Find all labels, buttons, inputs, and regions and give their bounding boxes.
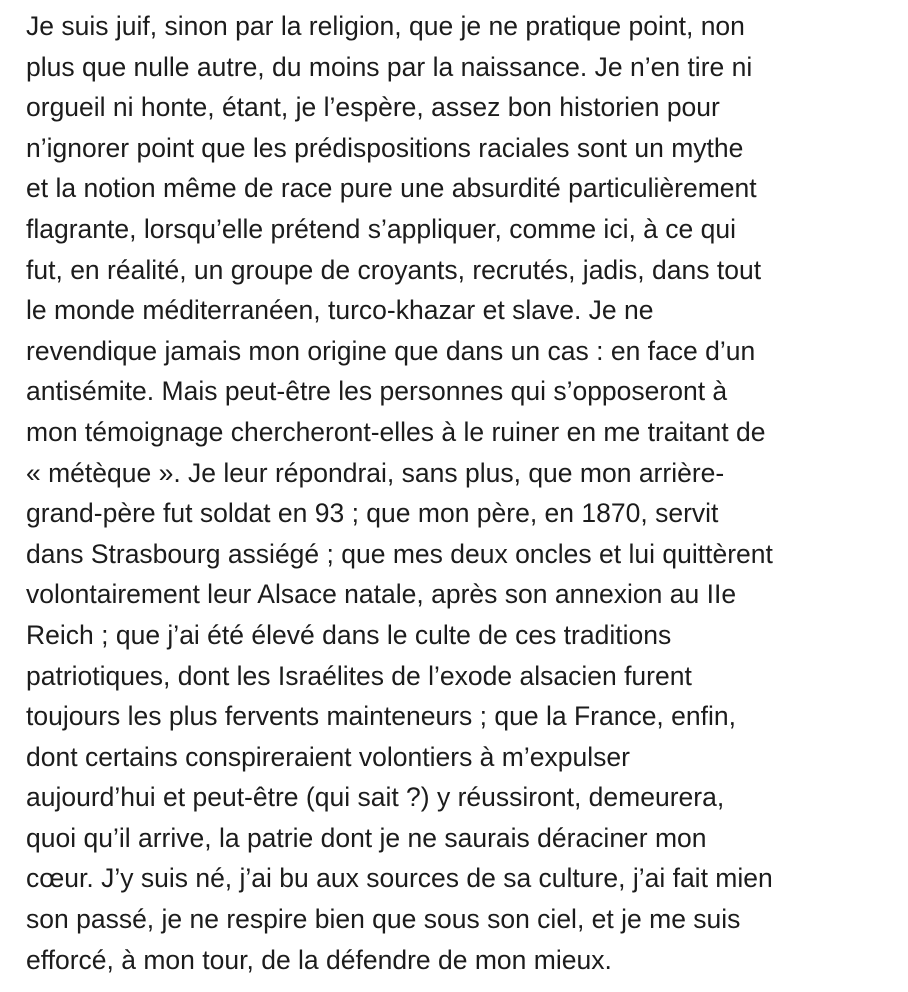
paragraph-line: grand-père fut soldat en 93 ; que mon père, en 1870, servit [26,498,719,529]
paragraph-line: cœur. J’y suis né, j’ai bu aux sources de sa culture, j’ai fait mien [26,863,773,894]
paragraph-line: son passé, je ne respire bien que sous son ciel, et je me suis [26,904,741,935]
paragraph-line: Reich ; que j’ai été élevé dans le culte de ces traditions [26,619,672,650]
paragraph-line: et la notion même de race pure une absurdité particulièrement [26,173,757,204]
paragraph-line: mon témoignage chercheront-elles à le ruiner en me traitant de [26,416,766,447]
paragraph-line: n’ignorer point que les prédispositions raciales sont un mythe [26,132,744,163]
paragraph-line: fut, en réalité, un groupe de croyants, recrutés, jadis, dans tout [26,254,762,285]
paragraph-line: orgueil ni honte, étant, je l’espère, assez bon historien pour [26,92,720,123]
paragraph-line: flagrante, lorsqu’elle prétend s’appliquer, comme ici, à ce qui [26,213,737,244]
paragraph-line: antisémite. Mais peut-être les personnes qui s’opposeront à [26,376,728,407]
paragraph-line: Je suis juif, sinon par la religion, que je ne pratique point, non [26,11,745,41]
paragraph-line: « métèque ». Je leur répondrai, sans plus, que mon arrière- [26,457,725,488]
paragraph-line: dans Strasbourg assiégé ; que mes deux oncles et lui quittèrent [26,538,773,569]
paragraph-line: plus que nulle autre, du moins par la naissance. Je n’en tire ni [26,51,753,82]
paragraph-line: quoi qu’il arrive, la patrie dont je ne saurais déraciner mon [26,822,707,853]
paragraph-line: patriotiques, dont les Israélites de l’exode alsacien furent [26,660,692,691]
paragraph-line: le monde méditerranéen, turco-khazar et slave. Je ne [26,295,654,326]
paragraph-line: dont certains conspireraient volontiers à m’expulser [26,741,630,772]
paragraph-line: efforcé, à mon tour, de la défendre de mon mieux. [26,944,612,975]
paragraph-line: volontairement leur Alsace natale, après son annexion au IIe [26,579,737,610]
paragraph-line: aujourd’hui et peut-être (qui sait ?) y réussiront, demeurera, [26,782,725,813]
paragraph [26,6,906,980]
paragraph-line: toujours les plus fervents mainteneurs ; que la France, enfin, [26,701,736,732]
paragraph-line: revendique jamais mon origine que dans un cas : en face d’un [26,335,756,366]
